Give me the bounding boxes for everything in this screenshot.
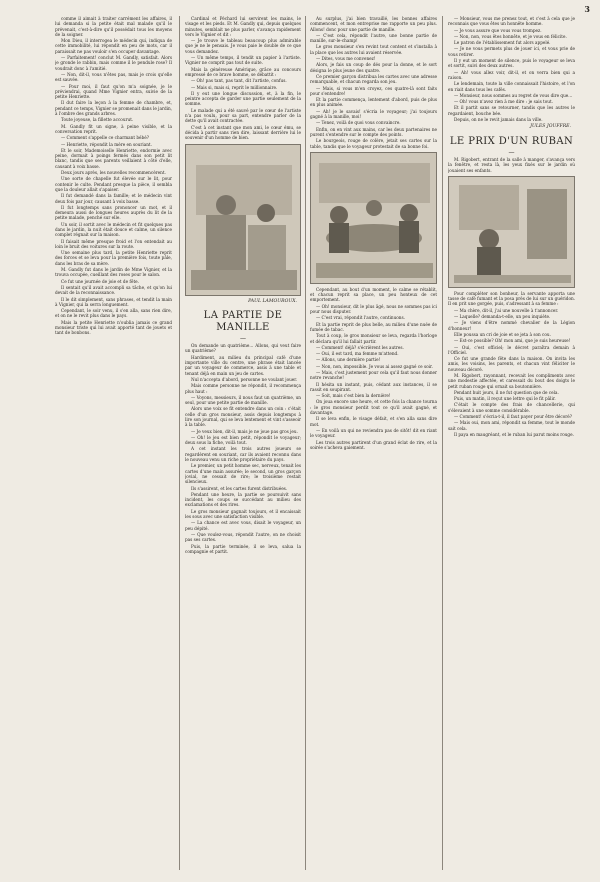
- paragraph: — Je veux bien, dit-il, mais je ne joue pas gros jeu.: [191, 428, 298, 434]
- column-3: [310, 16, 437, 870]
- paragraph: Mais la généreuse Amérique, grâce au concours empressé de ce brave homme, se débattit :: [185, 66, 301, 77]
- paragraph: — Monsieur, vous me prenez tout, et c'est à cela que je reconnais que vous êtes un honnête homme.: [448, 16, 575, 27]
- column-rule: [442, 16, 443, 870]
- paragraph: Il le dit simplement, sans phrases, et tendit la main à Vignier, qui la serra longuement.: [55, 296, 172, 307]
- signature: JULES JOUFFRE.: [530, 124, 571, 130]
- page-number: 3: [584, 4, 590, 14]
- paragraph: M. Gandly fut dans le jardin de Mme Vignier, et la trouva occupée, cueillant des roses pour le salon.: [55, 267, 172, 278]
- paragraph: Le gros monsieur s'en revint tout content et s'installa à la place que les autres lui avaient réservée.: [310, 44, 437, 55]
- column-3-text-b: [310, 287, 437, 450]
- paragraph: — En voilà un qui ne reviendra pas de sitôt! dit en riant le voyageur.: [310, 427, 437, 439]
- paragraph: Puis, la partie terminée, il se leva, salua la compagnie et partit.: [185, 543, 301, 554]
- paragraph: Le premier, un petit homme sec, nerveux, tenait les cartes d'une main assurée; le second, un gros garçon jovial, ne cessait de rire; le troisième restait silencieux.: [185, 463, 301, 485]
- section-divider: —: [508, 148, 515, 156]
- paragraph: — Mais oui, mon ami, répondit sa femme, tout le monde sait cela.: [448, 420, 575, 431]
- paragraph: Mais la petite Henriette n'oublia jamais ce grand monsieur triste qui lui avait apporté tant de jouets et tant de bonbons.: [55, 319, 172, 336]
- paragraph: Les trois autres partirent d'un grand éclat de rire, et la soirée s'acheva gaiement.: [310, 439, 437, 450]
- paragraph: — Est-ce possible? Oh! mon ami, que je suis heureuse!: [454, 338, 571, 344]
- paragraph: — La chance est avec vous, disait le voyageur, un peu dépité.: [185, 520, 301, 531]
- paragraph: Il se leva enfin, le visage défait, et s'en alla sans dire mot.: [310, 416, 437, 427]
- column-4-text: [448, 16, 575, 122]
- column-rule: [179, 16, 180, 870]
- paragraph: M. Rigobert, entrant de la salle à manger, s'avança vers la fenêtre, et resta là, les yeux fixés sur le jardin où jouaient ses enfants.: [448, 156, 575, 173]
- paragraph: — Parfaitement! conclut M. Gandly, satisfait. Alors je gronde le rabbin, mais comme il le pendule rose? Il voudrait donc à l'amitié.: [55, 55, 172, 71]
- column-4: [448, 16, 575, 870]
- paragraph: Il fut longtemps sans prononcer un mot, et il demeura aussi de longues heures auprès du lit de la petite malade, penché sur elle.: [55, 204, 172, 221]
- engraving-image: [311, 153, 437, 283]
- paragraph: Et la partie commença, lentement d'abord, puis de plus en plus animée.: [310, 97, 437, 108]
- paragraph: — Je vous assure que vous vous trompez.: [454, 27, 542, 33]
- paragraph: Elle poussa un cri de joie et se jeta à son cou.: [454, 331, 551, 337]
- paragraph: Il y eut une longue discussion, et, à la fin, le peintre accepta de garder une partie seulement de la somme.: [185, 90, 301, 107]
- paragraph: — Mais, si vous m'en croyez, ces quatre-là sont faits pour s'entendre!: [310, 85, 437, 96]
- paragraph: Il dut faire la leçon à la femme de chambre, et, pendant ce temps, Vignier se promenait dans le jardin, à l'ombre des grands arbres.: [55, 100, 172, 117]
- paragraph: Il paya en maugréant, et le ruban lui parut moins rouge.: [454, 431, 574, 437]
- ruban-text-b: [448, 291, 575, 437]
- section-divider: —: [240, 334, 246, 342]
- paragraph: — Oui, c'est officiel; le décret paraîtra demain à l'Officiel.: [448, 344, 575, 355]
- paragraph: — Laquelle? demanda-t-elle, un peu inquiète.: [454, 314, 551, 320]
- paragraph: Cependant, au bout d'un moment, le calme se rétablit, et chacun reprit sa place, un peu honteux de cet emportement.: [310, 286, 437, 303]
- paragraph: On joua encore une heure, et cette fois la chance tourna : le gros monsieur perdit tout ce qu'il avait gagné, et davantage.: [310, 399, 437, 416]
- paragraph: — Soit, mais c'est bien la dernière!: [316, 393, 391, 399]
- paragraph: Le lendemain, toute la ville connaissait l'histoire, et l'on en riait dans tous les cafés.: [448, 81, 575, 92]
- byline: PAUL LAMOUROUX.: [248, 298, 297, 304]
- paragraph: — C'est vrai, répondit l'autre, continuons.: [316, 315, 405, 321]
- paragraph: — Mais si, mais si, reprit le millionnaire.: [191, 84, 278, 90]
- paragraph: — Comment! s'écria-t-il, il faut payer pour être décoré?: [454, 414, 572, 420]
- paragraph: A cet instant les trois autres joueurs se regardèrent en souriant, car ils avaient reconnu dans le nouveau venu un riche propriétaire du pays.: [185, 446, 301, 463]
- paragraph: Hardiment, au milieu du principal café d'une importante ville du centre, une phrase était lancée par un voyageur de commerce, assis à une table et tenant déjà en main un jeu de cartes.: [185, 354, 301, 376]
- illustration-card-players: [310, 152, 437, 284]
- paragraph: Une semaine plus tard, la petite Henriette reprit des forces et se leva pour la première fois, toute pâle, dans les bras de sa mère.: [55, 250, 172, 266]
- paragraph: Le bourgeois, rouge de colère, jetait ses cartes sur la table, tandis que le voyageur protestait de sa bonne foi.: [310, 138, 437, 149]
- paragraph: C'est à cet instant que mon ami, le cœur ému, se décida à partir sans rien dire, laissant derrière lui le souvenir d'un homme de bien.: [185, 124, 301, 141]
- paragraph: Tout à coup, le gros monsieur se leva, regarda l'horloge et déclara qu'il lui fallait partir.: [310, 333, 437, 344]
- paragraph: Il sentait qu'il avait accompli sa tâche, et qu'on lui devait de la reconnaissance.: [55, 284, 172, 296]
- paragraph: Ce fut une grande fête dans la maison. On invita les amis, les voisins, les parents, et chacun vint féliciter le nouveau décoré.: [448, 356, 575, 372]
- paragraph: Enfin, on en vint aux mains, car les deux partenaires ne purent s'entendre sur le compte des points.: [310, 126, 437, 137]
- paragraph: Cardinal et Péchard lui servirent les mains, le visage et les pieds. Et M. Gandly qui, depuis quelques minutes, semblait ne plus parler, s'avança rapidement vers le Vignier et dit :: [185, 16, 301, 37]
- paragraph: Pour compléter son bonheur, la servante apporta une tasse de café fumant et la posa près de lui sur un guéridon. Il en prit une gorgée, puis, s'adressant à sa femme :: [448, 290, 575, 307]
- paragraph: On demande un quatrième... Allons, qui veut faire un quatrième?: [185, 343, 301, 354]
- paragraph: — Ah! je le savais! s'écria le voyageur; j'ai toujours gagné à la manille, moi!: [310, 108, 437, 120]
- illustration-ribbon-scene: [448, 176, 575, 288]
- paragraph: — Oh! monsieur, dit le plus âgé, nous ne sommes pas ici pour nous disputer.: [310, 303, 437, 315]
- paragraph: — Voyons, messieurs, il nous faut un quatrième, un seul, pour une petite partie de manille.: [185, 394, 301, 406]
- paragraph: — Pour moi, il faut qu'on m'a soignée, je le préviendrai, quand Mme Vignier entra, suivie de la petite Henriette.: [55, 83, 172, 100]
- paragraph: — Henriette, répondit la mère en souriant.: [61, 141, 152, 147]
- paragraph: — Non, dit-il, vous n'êtes pas, mais je crois qu'elle est sauvée.: [55, 71, 172, 83]
- paragraph: — Mais, c'est justement pour cela qu'il faut nous donner notre revanche!: [310, 369, 437, 381]
- paragraph: Il faisait même presque froid et l'on entendait au loin le bruit des voitures sur la route.: [55, 238, 172, 249]
- ruban-text-a: [448, 157, 575, 173]
- paragraph: Le gros monsieur gagnait toujours, et il encaissait les sous avec une satisfaction visible.: [185, 508, 301, 520]
- paragraph: — Oui, il est tard, ma femme m'attend.: [316, 351, 399, 357]
- paragraph: — C'est cela, répondit l'autre, une bonne partie de manille, sur-le-champ!: [310, 32, 437, 44]
- paragraph: Il hésita un instant, puis, cédant aux instances, il se rassit en soupirant.: [310, 381, 437, 392]
- engraving-image: [186, 145, 301, 295]
- paragraph: Et il partit sans se retourner, tandis que les autres le regardaient, bouche bée.: [448, 105, 575, 116]
- paragraph: — Que voulez-vous, répondit l'autre, on ne choisit pas ses cartes.: [185, 531, 301, 543]
- paragraph: — Oh! le jeu est bien petit, répondit le voyageur; deux sous la fiche, voilà tout.: [185, 434, 301, 446]
- paragraph: Alors une voix se fit entendre dans un coin : c'était celle d'un gros monsieur, assis depuis longtemps à lire son journal, qui se leva lentement et vint s'asseoir à la table.: [185, 406, 301, 428]
- paragraph: — Non, non, vous êtes honnête, et je vous en félicite.: [454, 33, 567, 39]
- paragraph: — Comment s'appelle ce charmant bébé?: [61, 135, 149, 141]
- paragraph: comme il aimait à traiter carrément les affaires, il lui demanda si la petite était mal malade qu'il le prévenait, c'est-à-dire qu'il possédait tous les moyens de la soigner.: [55, 16, 172, 37]
- paragraph: M. Rigobert, rayonnant, recevait les compliments avec une modestie affectée, et caressait du bout des doigts le petit ruban rouge qui ornait sa boutonnière.: [448, 372, 575, 389]
- column-1: [55, 16, 172, 870]
- paragraph: Il y eut un moment de silence, puis le voyageur se leva et sortit, suivi des deux autres.: [448, 58, 575, 69]
- paragraph: — Un même temps, il tendit un papier à l'artiste. Vignier ne comprit pas tout de suite.: [185, 55, 301, 66]
- section-title-ruban: LE PRIX D'UN RUBAN: [449, 135, 574, 147]
- paragraph: Et le soir, Mademoiselle Henriette, endormie avec peine, dormait à poings fermés dans son petit lit blanc, tandis que ses parents veillaient à côté d'elle, causant à voix basse.: [55, 147, 172, 169]
- paragraph: — Monsieur, nous sommes au regret de vous dire que...: [454, 92, 573, 98]
- paragraph: Nul n'accepta d'abord, personne ne voulant jouer.: [191, 376, 298, 382]
- paragraph: — Je ne vous permets plus de jouer ici, et vous prie de vous retirer.: [448, 46, 575, 57]
- paragraph: Ce premier garçon distribua les cartes avec une adresse remarquable, et chacun regarda son jeu.: [310, 73, 437, 85]
- paragraph: Ils s'assirent, et les cartes furent distribuées.: [191, 485, 288, 491]
- paragraph: — Tenez, voilà de quoi vous convaincre.: [316, 120, 401, 126]
- paragraph: Puis, un matin, il reçut une lettre qui le fit pâlir.: [454, 396, 556, 402]
- paragraph: — Ma chère, dit-il, j'ai une nouvelle à t'annoncer.: [454, 307, 559, 313]
- paragraph: — Allons, une dernière partie!: [316, 357, 381, 363]
- manille-text: [185, 343, 301, 554]
- paragraph: Et la partie reprit de plus belle, au milieu d'une nuée de fumée de tabac.: [310, 321, 437, 332]
- paragraph: M. Gandly fit un signe, à peine visible, et la conversation reprit.: [55, 123, 172, 134]
- engraving-image: [449, 177, 575, 287]
- paragraph: Pendant huit jours, il ne fut question que de cela.: [454, 389, 559, 395]
- paragraph: Alors, je fais un coup de dés pour la donne, et le sort désigna le plus jeune des quatre.: [310, 62, 437, 73]
- paragraph: Cependant, le soir venu, il s'en alla, sans rien dire, et on ne le revit plus dans le pays.: [55, 308, 172, 319]
- paragraph: Deux jours après, les nouvelles recommencèrent.: [61, 170, 166, 176]
- section-title-manille: LA PARTIE DE MANILLE: [203, 309, 283, 333]
- paragraph: Au surplus, j'ai bien travaillé, les bonnes affaires commencent, et mon entreprise me rapporte un peu plus. Allons! donc pour une partie de manille.: [310, 16, 437, 32]
- column-2-text: [185, 16, 301, 141]
- illustration-hospital-scene: [185, 144, 301, 296]
- paragraph: — Je viens d'être nommé chevalier de la Légion d'honneur!: [448, 320, 575, 331]
- paragraph: Un soir, il sortit avec le médecin et fit quelques pas dans le jardin, la nuit était douce et calme, un silence complet régnait sur la maison.: [55, 221, 172, 238]
- paragraph: — Je trouve le tableau beaucoup plus admirable que je ne le pensais. Je vous paie le double de ce que vous demandez.: [185, 38, 301, 54]
- paragraph: Une sorte de chapelle fut élevée sur le lit, pour contenir le culte. Pendant presque la pièce, il sembla que la douleur allait s'apaiser.: [55, 176, 172, 192]
- paragraph: — Non, non, impossible. Je vous ai assez gagné ce soir.: [316, 363, 433, 369]
- paragraph: — Dites, vous me convenez!: [316, 56, 376, 62]
- paragraph: — Oh! pas tant, pas tant, dit l'artiste, confus.: [191, 78, 287, 84]
- column-3-text-a: [310, 16, 437, 149]
- paragraph: Toute joyeuse, la fillette accourut.: [61, 117, 134, 123]
- paragraph: — Ah! vous allez voir, dit-il, et on verra bien qui a raison.: [448, 69, 575, 80]
- paragraph: Mais comme personne ne répondit, il recommença plus haut :: [185, 383, 301, 394]
- paragraph: Pendant une heure, la partie se poursuivit sans incident, les coups se succédant au milieu des exclamations et des rires.: [185, 491, 301, 508]
- paragraph: Il fut demandé dans la famille; et le médecin vint deux fois par jour, causant à voix basse.: [55, 193, 172, 204]
- paragraph: C'était le compte des frais de chancellerie, qui s'élevaient à une somme considérable.: [448, 402, 575, 413]
- paragraph: Le malade qui a été sauvé par le cœur de l'artiste n'a pas voulu, pour sa part, entendre parler de la dette qu'il avait contractée.: [185, 107, 301, 124]
- paragraph: — Oh! vous n'avez rien à me dire : je sais tout.: [454, 99, 553, 105]
- paragraph: Depuis, on ne le revit jamais dans la ville.: [454, 117, 543, 123]
- column-rule: [305, 16, 306, 870]
- paragraph: — Comment! déjà? s'écrièrent les autres.: [316, 344, 404, 350]
- column-2: [185, 16, 301, 870]
- paragraph: Ce fut une journée de joie et de fête.: [61, 278, 139, 284]
- column-1-text: [55, 16, 172, 336]
- paragraph: Mon Dieu, il interrogea le médecin qui, indiqua de cette immobilité, lui répondit en peu de mots, car il paraissait ne pas vouloir s'en occuper davantage.: [55, 38, 172, 54]
- paragraph: Le patron de l'établissement fut alors appelé.: [454, 40, 551, 46]
